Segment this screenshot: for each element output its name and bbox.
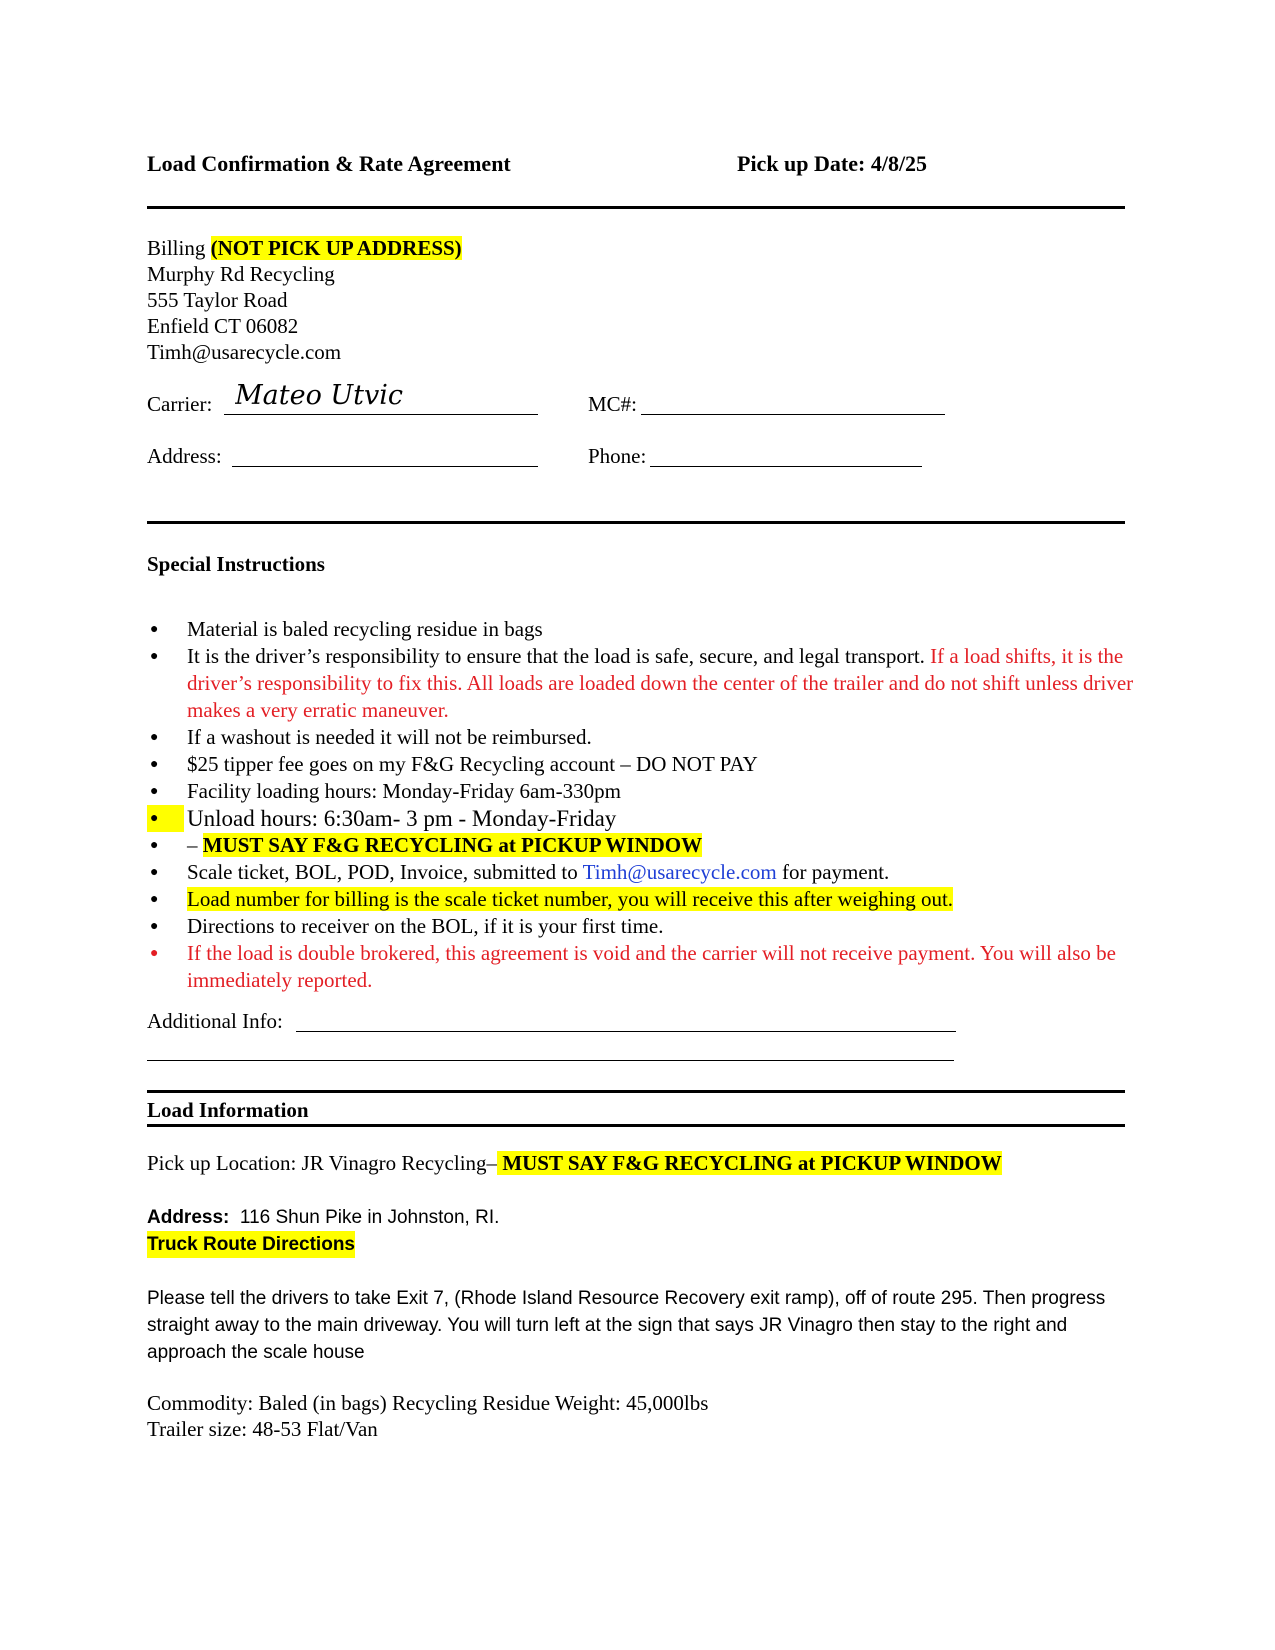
instruction-warning-text: If a load shifts, it is the driver’s responsibility to fix this. All loads are loaded down the center of the trailer and do not shift unless driver makes a very erratic maneuver. bbox=[187, 644, 1134, 722]
pickup-location bbox=[147, 1150, 1002, 1176]
instruction-highlight: Load number for billing is the scale ticket number, you will receive this after weighing out. bbox=[187, 887, 954, 911]
bullet-icon: ● bbox=[147, 805, 184, 832]
instruction-text: Facility loading hours: Monday-Friday 6am-330pm bbox=[187, 779, 621, 803]
list-item bbox=[147, 832, 1137, 859]
bullet-icon: ● bbox=[150, 784, 159, 799]
bullet-icon: ● bbox=[150, 865, 159, 880]
billing-label: Billing bbox=[147, 236, 206, 260]
pickup-date: Pick up Date: 4/8/25 bbox=[737, 151, 928, 176]
additional-info-line-2[interactable] bbox=[147, 1060, 954, 1061]
instruction-text: It is the driver’s responsibility to ensure that the load is safe, secure, and legal transport. bbox=[187, 644, 925, 668]
address-field-line[interactable] bbox=[232, 466, 538, 467]
bullet-icon: ● bbox=[150, 919, 159, 934]
list-item bbox=[147, 859, 1137, 886]
address-label: Address: bbox=[147, 444, 222, 468]
instruction-text: Scale ticket, BOL, POD, Invoice, submitted to bbox=[187, 860, 583, 884]
bullet-icon: ● bbox=[150, 946, 159, 961]
billing-email: Timh@usarecycle.com bbox=[147, 340, 342, 364]
carrier-signature-text: Mateo Utvic bbox=[235, 380, 404, 411]
bullet-icon: ● bbox=[150, 730, 159, 745]
header-divider bbox=[147, 206, 1125, 209]
pickup-address-label: Address: bbox=[147, 1207, 230, 1228]
additional-info-label: Additional Info: bbox=[147, 1009, 283, 1033]
bullet-icon: ● bbox=[150, 838, 159, 853]
pickup-address bbox=[147, 1204, 499, 1231]
instruction-text: Directions to receiver on the BOL, if it is your first time. bbox=[187, 914, 664, 938]
list-item bbox=[147, 913, 1137, 940]
billing-label-line bbox=[147, 235, 462, 261]
list-item bbox=[147, 886, 1137, 913]
instruction-text: If a washout is needed it will not be reimbursed. bbox=[187, 725, 592, 749]
pickup-location-label: Pick up Location: JR Vinagro Recycling– bbox=[147, 1151, 498, 1175]
load-info-top-rule bbox=[147, 1090, 1125, 1093]
page-title: Load Confirmation & Rate Agreement bbox=[147, 151, 511, 176]
truck-route-heading: Truck Route Directions bbox=[147, 1231, 355, 1258]
billing-city: Enfield CT 06082 bbox=[147, 314, 299, 338]
bullet-icon: ● bbox=[150, 622, 159, 637]
load-info-heading: Load Information bbox=[147, 1098, 309, 1122]
payment-email-link[interactable]: Timh@usarecycle.com bbox=[582, 860, 777, 884]
carrier-signature bbox=[235, 378, 435, 416]
mc-label: MC#: bbox=[588, 392, 638, 416]
list-item bbox=[147, 616, 1137, 643]
instruction-highlight: MUST SAY F&G RECYCLING at PICKUP WINDOW bbox=[202, 833, 703, 857]
pickup-address-value: 116 Shun Pike in Johnston, RI. bbox=[229, 1207, 500, 1228]
additional-info-line-1[interactable] bbox=[296, 1031, 956, 1032]
pickup-location-highlight: MUST SAY F&G RECYCLING at PICKUP WINDOW bbox=[497, 1151, 1002, 1175]
instruction-text: Unload hours: 6:30am- 3 pm - Monday-Friday bbox=[187, 806, 617, 831]
list-item bbox=[147, 940, 1137, 994]
list-item bbox=[147, 805, 1137, 832]
mc-field-line[interactable] bbox=[641, 414, 945, 415]
list-item bbox=[147, 643, 1137, 724]
instruction-text: Material is baled recycling residue in bags bbox=[187, 617, 543, 641]
list-item bbox=[147, 778, 1137, 805]
instruction-dash: – bbox=[187, 833, 203, 857]
bullet-icon: ● bbox=[150, 757, 159, 772]
bullet-icon: ● bbox=[150, 649, 159, 664]
carrier-label: Carrier: bbox=[147, 392, 213, 416]
instruction-text: for payment. bbox=[776, 860, 890, 884]
billing-note: (NOT PICK UP ADDRESS) bbox=[210, 236, 462, 260]
carrier-divider bbox=[147, 521, 1125, 524]
bullet-icon: ● bbox=[150, 892, 159, 907]
list-item bbox=[147, 724, 1137, 751]
list-item bbox=[147, 751, 1137, 778]
billing-street: 555 Taylor Road bbox=[147, 288, 288, 312]
commodity: Commodity: Baled (in bags) Recycling Residue Weight: 45,000lbs bbox=[147, 1391, 709, 1415]
trailer-size: Trailer size: 48-53 Flat/Van bbox=[147, 1417, 378, 1441]
instruction-warning-text: If the load is double brokered, this agreement is void and the carrier will not receive payment. You will also be immediately reported. bbox=[187, 941, 1116, 992]
phone-field-line[interactable] bbox=[650, 466, 922, 467]
load-info-bottom-rule bbox=[147, 1124, 1125, 1127]
billing-company: Murphy Rd Recycling bbox=[147, 262, 335, 286]
special-instructions-heading: Special Instructions bbox=[147, 552, 325, 576]
special-instructions-list bbox=[147, 616, 1137, 994]
phone-label: Phone: bbox=[588, 444, 647, 468]
route-directions: Please tell the drivers to take Exit 7, (Rhode Island Resource Recovery exit ramp), off of route 295. Then progress straight away to the main driveway. You will turn left at the sign that says JR Vinagro then stay to the right and approach the scale house bbox=[147, 1288, 1106, 1363]
instruction-text: $25 tipper fee goes on my F&G Recycling account – DO NOT PAY bbox=[187, 752, 758, 776]
billing-block bbox=[147, 235, 462, 365]
